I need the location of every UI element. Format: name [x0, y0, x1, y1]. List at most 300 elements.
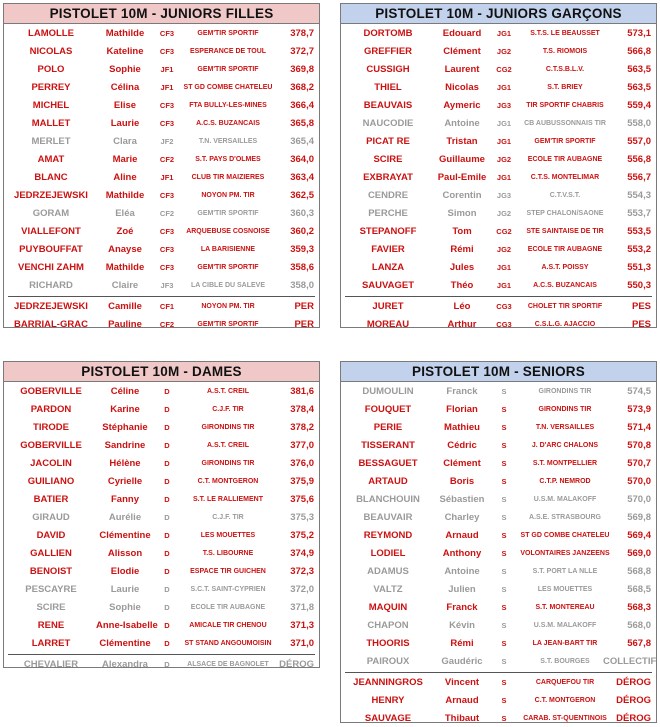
athlete-first-name: Vincent — [444, 677, 480, 688]
athlete-name: LANZA — [371, 262, 405, 273]
ranking-row — [341, 563, 656, 581]
athlete-first-name: Mathilde — [105, 28, 145, 39]
athlete-club: ALSACE DE BAGNOLET — [187, 661, 269, 668]
athlete-name: PERIE — [373, 422, 403, 433]
athlete-name: POLO — [37, 64, 65, 75]
ranking-row — [4, 545, 319, 563]
athlete-category: CF2 — [159, 320, 175, 329]
athlete-category: S — [501, 513, 507, 522]
athlete-category: CF3 — [159, 29, 175, 38]
athlete-score: 371,8 — [290, 602, 314, 613]
athlete-score: DÉROG — [616, 695, 651, 706]
athlete-category: JG1 — [496, 263, 512, 272]
athlete-first-name: Léo — [453, 301, 471, 312]
athlete-name: SCIRE — [373, 154, 403, 165]
athlete-score: PES — [631, 301, 651, 312]
athlete-club: C.J.F. TIR — [212, 406, 244, 413]
athlete-category: D — [164, 387, 170, 396]
athlete-first-name: Aurélie — [108, 512, 142, 523]
athlete-category: S — [501, 441, 507, 450]
athlete-first-name: Corentin — [442, 190, 482, 201]
athlete-score: 553,5 — [627, 226, 651, 237]
ranking-row — [4, 527, 319, 545]
athlete-score: PES — [631, 319, 651, 330]
athlete-score: 553,2 — [627, 244, 651, 255]
panel-title: PISTOLET 10M - JUNIORS FILLES — [4, 4, 319, 24]
athlete-club: A.C.S. BUZANCAIS — [533, 282, 597, 289]
athlete-score: 573,9 — [627, 404, 651, 415]
reserve-separator — [8, 296, 315, 297]
athlete-club: LES MOUETTES — [537, 586, 593, 593]
athlete-category: S — [501, 696, 507, 705]
athlete-name: SAUVAGET — [361, 280, 415, 291]
athlete-score: 366,4 — [290, 100, 314, 111]
athlete-score: 570,8 — [627, 440, 651, 451]
athlete-first-name: Edouard — [442, 28, 482, 39]
athlete-club: GIRONDINS TIR — [538, 388, 592, 395]
athlete-category: CG3 — [496, 302, 512, 311]
athlete-first-name: Clémentine — [99, 530, 151, 541]
extra-row — [4, 656, 319, 674]
athlete-club: GEM'TIR SPORTIF — [197, 264, 259, 271]
athlete-name: THOORIS — [366, 638, 410, 649]
athlete-category: JG2 — [496, 245, 512, 254]
athlete-category: S — [501, 678, 507, 687]
athlete-score: 570,7 — [627, 458, 651, 469]
ranking-row — [4, 437, 319, 455]
athlete-category: D — [164, 459, 170, 468]
ranking-row — [4, 151, 319, 169]
athlete-score: DÉROG — [279, 659, 314, 670]
ranking-row — [341, 455, 656, 473]
athlete-category: D — [164, 495, 170, 504]
athlete-score: 375,6 — [290, 494, 314, 505]
athlete-club: GEM'TIR SPORTIF — [534, 138, 596, 145]
athlete-name: JEDRZEJEWSKI — [14, 301, 88, 312]
athlete-club: T.N. VERSAILLES — [198, 138, 258, 145]
athlete-first-name: Clément — [443, 458, 481, 469]
athlete-first-name: Théo — [450, 280, 474, 291]
athlete-club: GEM'TIR SPORTIF — [197, 66, 259, 73]
reserve-separator — [345, 672, 652, 673]
athlete-category: S — [501, 585, 507, 594]
athlete-name: EXBRAYAT — [363, 172, 413, 183]
athlete-club: C.S.L.G. AJACCIO — [534, 321, 596, 328]
athlete-category: JF3 — [160, 281, 174, 290]
extra-row — [4, 298, 319, 316]
athlete-first-name: Laurie — [110, 584, 140, 595]
athlete-name: SAUVAGE — [364, 713, 412, 724]
athlete-score: 551,3 — [627, 262, 651, 273]
athlete-name: BLANC — [34, 172, 68, 183]
athlete-score: 376,0 — [290, 458, 314, 469]
athlete-score: 363,4 — [290, 172, 314, 183]
athlete-score: 372,7 — [290, 46, 314, 57]
athlete-category: CF3 — [159, 191, 175, 200]
athlete-name: PICAT RE — [366, 136, 410, 147]
athlete-first-name: Charley — [444, 512, 480, 523]
athlete-name: JURET — [372, 301, 404, 312]
athlete-club: A.S.T. CREIL — [206, 442, 249, 449]
athlete-category: S — [501, 387, 507, 396]
ranking-row — [341, 133, 656, 151]
athlete-category: D — [164, 477, 170, 486]
athlete-name: GIRAUD — [32, 512, 70, 523]
athlete-club: ARQUEBUSE COSNOISE — [186, 228, 270, 235]
athlete-score: 570,0 — [627, 494, 651, 505]
athlete-category: D — [164, 567, 170, 576]
ranking-row — [4, 133, 319, 151]
athlete-name: GOBERVILLE — [20, 386, 82, 397]
athlete-club: S.T. LE RALLIEMENT — [193, 496, 263, 503]
athlete-name: PESCAYRE — [25, 584, 77, 595]
athlete-club: LA JEAN-BART TIR — [532, 640, 598, 647]
athlete-category: D — [164, 660, 170, 669]
ranking-row — [4, 187, 319, 205]
athlete-club: A.S.T. POISSY — [541, 264, 589, 271]
panel-title: PISTOLET 10M - JUNIORS GARÇONS — [341, 4, 656, 24]
athlete-first-name: Kévin — [449, 620, 475, 631]
athlete-name: VALTZ — [373, 584, 403, 595]
athlete-club: NOYON PM. TIR — [201, 303, 255, 310]
athlete-first-name: Florian — [446, 404, 478, 415]
athlete-first-name: Sophie — [109, 602, 141, 613]
athlete-name: BARRIAL-GRAC — [14, 319, 88, 330]
athlete-first-name: Thibaut — [444, 713, 480, 724]
ranking-row — [4, 43, 319, 61]
athlete-first-name: Rémi — [450, 638, 474, 649]
athlete-category: JG2 — [496, 209, 512, 218]
athlete-score: 569,4 — [627, 530, 651, 541]
athlete-score: 563,5 — [627, 82, 651, 93]
athlete-name: MICHEL — [32, 100, 70, 111]
ranking-row — [4, 473, 319, 491]
athlete-category: JG1 — [496, 281, 512, 290]
panel-dames — [3, 361, 320, 668]
ranking-row — [341, 491, 656, 509]
athlete-club: CHOLET TIR SPORTIF — [527, 303, 603, 310]
athlete-first-name: Anthony — [442, 548, 482, 559]
athlete-club: A.S.T. CREIL — [206, 388, 249, 395]
athlete-category: JF1 — [160, 65, 174, 74]
athlete-category: S — [501, 549, 507, 558]
ranking-row — [341, 527, 656, 545]
athlete-first-name: Jules — [449, 262, 475, 273]
athlete-category: JG1 — [496, 137, 512, 146]
panel-title: PISTOLET 10M - SENIORS — [341, 362, 656, 382]
athlete-category: S — [501, 621, 507, 630]
athlete-name: JEDRZEJEWSKI — [14, 190, 88, 201]
extra-row — [341, 298, 656, 316]
ranking-row — [341, 437, 656, 455]
athlete-club: S.T.S. LE BEAUSSET — [530, 30, 600, 37]
athlete-name: GREFFIER — [363, 46, 413, 57]
athlete-score: 554,3 — [627, 190, 651, 201]
athlete-name: REYMOND — [363, 530, 413, 541]
athlete-category: CF3 — [159, 119, 175, 128]
ranking-row — [341, 169, 656, 187]
athlete-club: S.T. PAYS D'OLMES — [195, 156, 261, 163]
athlete-first-name: Elodie — [110, 566, 140, 577]
panel-juniors-filles — [3, 3, 320, 328]
athlete-first-name: Anne-Isabelle — [96, 620, 158, 631]
athlete-name: NICOLAS — [29, 46, 73, 57]
athlete-category: CF3 — [159, 47, 175, 56]
athlete-category: D — [164, 423, 170, 432]
athlete-category: JG2 — [496, 47, 512, 56]
athlete-name: DUMOULIN — [362, 386, 414, 397]
athlete-first-name: Eléa — [115, 208, 135, 219]
athlete-club: J. D'ARC CHALONS — [531, 442, 599, 449]
athlete-first-name: Paul-Emile — [437, 172, 487, 183]
ranking-row — [341, 61, 656, 79]
athlete-name: BEAUVAIS — [363, 100, 413, 111]
athlete-score: 568,8 — [627, 566, 651, 577]
athlete-name: TIRODE — [33, 422, 69, 433]
athlete-category: JF1 — [160, 83, 174, 92]
athlete-category: JG1 — [496, 173, 512, 182]
ranking-row — [4, 563, 319, 581]
athlete-club: C.T. MONTGERON — [197, 478, 259, 485]
athlete-score: 371,3 — [290, 620, 314, 631]
athlete-score: 364,0 — [290, 154, 314, 165]
athlete-category: D — [164, 405, 170, 414]
ranking-row — [341, 259, 656, 277]
athlete-club: C.T.S. MONTELIMAR — [530, 174, 600, 181]
athlete-name: LAMOLLE — [28, 28, 74, 39]
athlete-score: 556,8 — [627, 154, 651, 165]
athlete-category: CG2 — [496, 227, 512, 236]
athlete-first-name: Antoine — [444, 118, 480, 129]
athlete-name: TISSERANT — [361, 440, 415, 451]
athlete-club: LES MOUETTES — [200, 532, 256, 539]
athlete-category: CF2 — [159, 155, 175, 164]
ranking-row — [341, 419, 656, 437]
athlete-score: 558,0 — [627, 118, 651, 129]
athlete-score: 360,3 — [290, 208, 314, 219]
athlete-club: LA BARISIENNE — [200, 246, 256, 253]
athlete-category: CF3 — [159, 227, 175, 236]
extra-row — [341, 674, 656, 692]
athlete-first-name: Clément — [443, 46, 481, 57]
athlete-score: 573,1 — [627, 28, 651, 39]
ranking-row — [4, 635, 319, 653]
athlete-category: CG2 — [496, 65, 512, 74]
athlete-club: STEP CHALON/SAONE — [526, 210, 604, 217]
athlete-first-name: Célina — [110, 82, 140, 93]
athlete-name: PERCHE — [368, 208, 408, 219]
athlete-club: T.S. RIOMOIS — [542, 48, 588, 55]
athlete-category: S — [501, 603, 507, 612]
extra-row — [341, 316, 656, 334]
athlete-club: CLUB TIR MAIZIERES — [191, 174, 265, 181]
ranking-row — [341, 79, 656, 97]
athlete-first-name: Tristan — [446, 136, 478, 147]
ranking-row — [341, 25, 656, 43]
ranking-row — [341, 617, 656, 635]
ranking-row — [341, 599, 656, 617]
athlete-score: 378,7 — [290, 28, 314, 39]
athlete-score: 377,0 — [290, 440, 314, 451]
athlete-first-name: Camille — [108, 301, 142, 312]
athlete-score: 372,3 — [290, 566, 314, 577]
athlete-category: CG3 — [496, 320, 512, 329]
athlete-score: 371,0 — [290, 638, 314, 649]
ranking-row — [341, 473, 656, 491]
athlete-first-name: Claire — [111, 280, 139, 291]
athlete-club: S.C.T. SAINT-CYPRIEN — [190, 586, 266, 593]
athlete-score: 378,4 — [290, 404, 314, 415]
athlete-score: 569,0 — [627, 548, 651, 559]
athlete-score: 378,2 — [290, 422, 314, 433]
athlete-club: A.S.E. STRASBOURG — [529, 514, 601, 521]
extra-row — [4, 316, 319, 334]
athlete-name: LODIEL — [370, 548, 406, 559]
athlete-club: C.T.P. NEMROD — [539, 478, 591, 485]
athlete-club: FTA BULLY-LES-MINES — [189, 102, 267, 109]
ranking-row — [4, 491, 319, 509]
athlete-first-name: Nicolas — [445, 82, 479, 93]
athlete-club: GIRONDINS TIR — [538, 406, 592, 413]
athlete-first-name: Clara — [113, 136, 137, 147]
athlete-first-name: Guillaume — [439, 154, 485, 165]
athlete-score: 358,6 — [290, 262, 314, 273]
athlete-score: 566,8 — [627, 46, 651, 57]
athlete-club: T.S. LIBOURNE — [202, 550, 254, 557]
athlete-category: S — [501, 477, 507, 486]
athlete-club: ST GD COMBE CHATELEU — [183, 84, 273, 91]
ranking-row — [4, 79, 319, 97]
athlete-club: C.T. MONTGERON — [534, 697, 596, 704]
athlete-first-name: Franck — [446, 602, 478, 613]
athlete-first-name: Laurent — [444, 64, 480, 75]
athlete-first-name: Sébastien — [439, 494, 485, 505]
ranking-row — [4, 97, 319, 115]
athlete-category: CF2 — [159, 209, 175, 218]
ranking-row — [4, 599, 319, 617]
athlete-category: S — [501, 567, 507, 576]
athlete-score: 568,0 — [627, 620, 651, 631]
athlete-score: 375,3 — [290, 512, 314, 523]
athlete-score: 568,3 — [627, 602, 651, 613]
athlete-score: 556,7 — [627, 172, 651, 183]
athlete-club: ESPERANCE DE TOUL — [189, 48, 267, 55]
athlete-first-name: Gaudéric — [441, 656, 483, 667]
athlete-name: GUILIANO — [27, 476, 75, 487]
athlete-club: GIRONDINS TIR — [201, 460, 255, 467]
athlete-category: D — [164, 531, 170, 540]
athlete-score: 372,0 — [290, 584, 314, 595]
athlete-name: GORAM — [32, 208, 70, 219]
athlete-first-name: Elise — [113, 100, 137, 111]
athlete-category: D — [164, 603, 170, 612]
athlete-name: CHAPON — [367, 620, 409, 631]
athlete-score: 567,8 — [627, 638, 651, 649]
athlete-score: 365,4 — [290, 136, 314, 147]
athlete-name: ARTAUD — [368, 476, 408, 487]
athlete-first-name: Sandrine — [104, 440, 146, 451]
athlete-name: JACOLIN — [30, 458, 72, 469]
athlete-category: S — [501, 531, 507, 540]
panel-seniors — [340, 361, 657, 723]
athlete-category: S — [501, 639, 507, 648]
ranking-row — [341, 635, 656, 653]
athlete-score: 369,8 — [290, 64, 314, 75]
athlete-name: RENE — [37, 620, 65, 631]
athlete-score: 550,3 — [627, 280, 651, 291]
athlete-name: STEPANOFF — [359, 226, 417, 237]
athlete-first-name: Mathilde — [105, 262, 145, 273]
ranking-row — [341, 401, 656, 419]
athlete-first-name: Laurie — [110, 118, 140, 129]
athlete-score: 557,0 — [627, 136, 651, 147]
athlete-score: 570,0 — [627, 476, 651, 487]
athlete-name: HENRY — [371, 695, 405, 706]
athlete-name: VIALLEFONT — [21, 226, 81, 237]
ranking-row — [341, 383, 656, 401]
athlete-first-name: Antoine — [444, 566, 480, 577]
athlete-first-name: Pauline — [108, 319, 142, 330]
reserve-separator — [8, 654, 315, 655]
athlete-score: 574,5 — [627, 386, 651, 397]
athlete-first-name: Cédric — [447, 440, 477, 451]
athlete-name: FAVIER — [371, 244, 405, 255]
athlete-first-name: Karine — [110, 404, 140, 415]
athlete-club: GEM'TIR SPORTIF — [197, 321, 259, 328]
athlete-score: PER — [294, 319, 314, 330]
athlete-name: CHEVALIER — [23, 659, 79, 670]
athlete-score: PER — [294, 301, 314, 312]
athlete-name: BLANCHOUIN — [356, 494, 420, 505]
athlete-category: JG1 — [496, 119, 512, 128]
ranking-row — [4, 509, 319, 527]
athlete-category: JF1 — [160, 173, 174, 182]
athlete-club: C.T.S.B.L.V. — [545, 66, 585, 73]
athlete-category: S — [501, 423, 507, 432]
ranking-row — [341, 43, 656, 61]
athlete-club: S.T. PORT LA NLLE — [532, 568, 598, 575]
athlete-name: CUSSIGH — [366, 64, 410, 75]
athlete-name: JEANNINGROS — [353, 677, 423, 688]
athlete-category: D — [164, 639, 170, 648]
ranking-row — [341, 277, 656, 295]
athlete-first-name: Alisson — [107, 548, 143, 559]
athlete-score: 568,5 — [627, 584, 651, 595]
athlete-name: MERLET — [31, 136, 71, 147]
athlete-club: ECOLE TIR AUBAGNE — [190, 604, 266, 611]
athlete-first-name: Mathilde — [105, 190, 145, 201]
athlete-category: CF1 — [159, 302, 175, 311]
athlete-name: BATIER — [33, 494, 69, 505]
ranking-row — [4, 169, 319, 187]
athlete-category: JG2 — [496, 155, 512, 164]
athlete-category: S — [501, 459, 507, 468]
athlete-club: VOLONTAIRES JANZEENS — [520, 550, 610, 557]
ranking-row — [341, 581, 656, 599]
athlete-score: DÉROG — [616, 713, 651, 724]
athlete-club: S.T. BOURGES — [540, 658, 590, 665]
ranking-row — [341, 545, 656, 563]
athlete-first-name: Kateline — [106, 46, 144, 57]
extra-row — [341, 710, 656, 727]
athlete-first-name: Hélène — [109, 458, 141, 469]
athlete-first-name: Stéphanie — [102, 422, 148, 433]
ranking-row — [4, 259, 319, 277]
ranking-row — [341, 115, 656, 133]
athlete-category: JG3 — [496, 191, 512, 200]
athlete-club: C.T.V.S.T. — [549, 192, 581, 199]
athlete-name: AMAT — [37, 154, 65, 165]
